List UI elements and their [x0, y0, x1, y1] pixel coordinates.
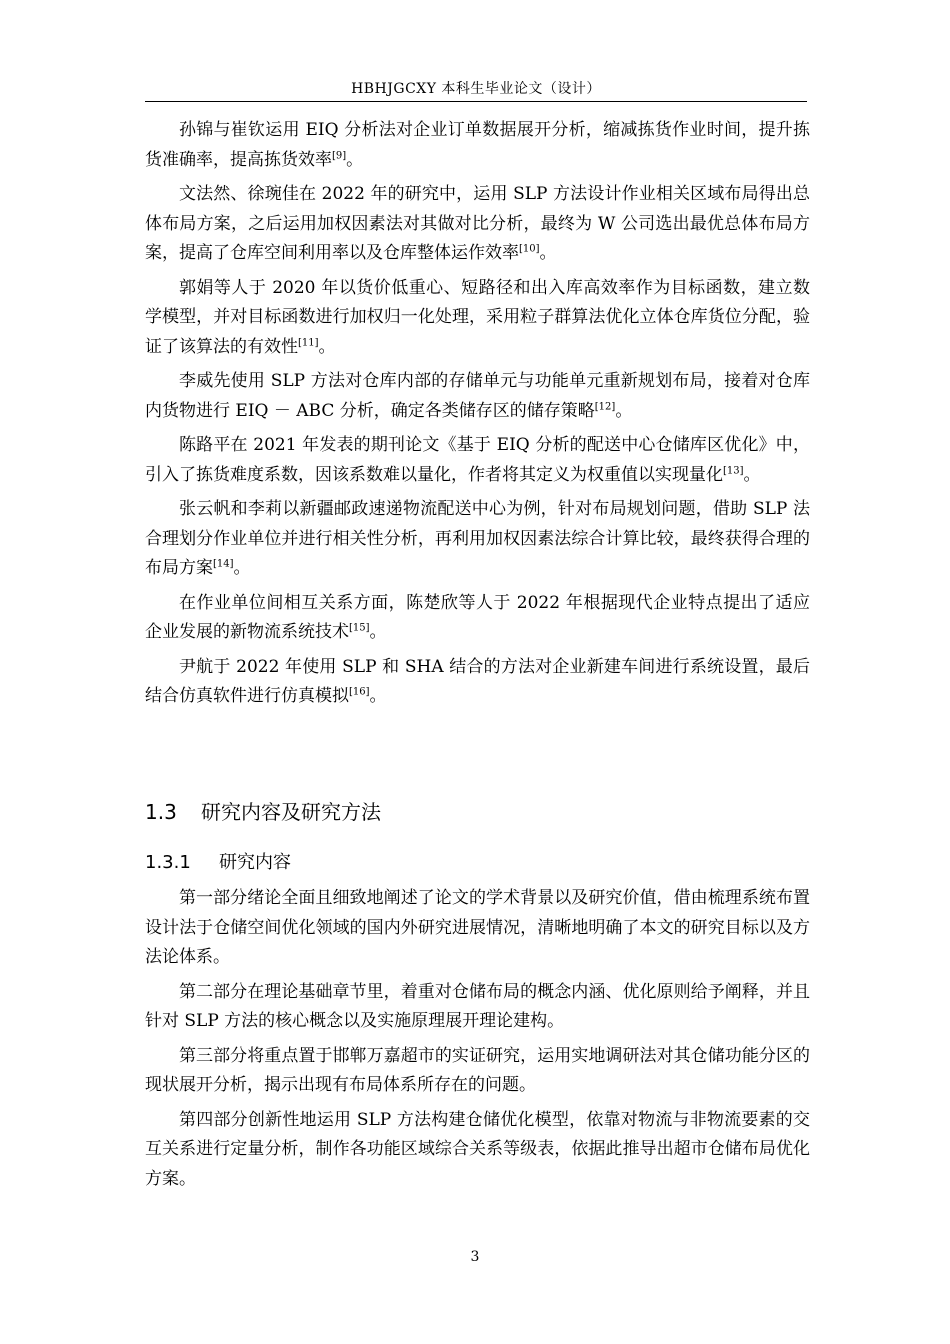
citation: [13] [723, 464, 744, 476]
paragraph: 张云帆和李莉以新疆邮政速递物流配送中心为例，针对布局规划问题，借助 SLP 法合理划分作业单位并进行相关性分析，再利用加权因素法综合计算比较，最终获得合理的布局方案[14]。 [145, 499, 810, 578]
paragraph: 李威先使用 SLP 方法对仓库内部的存储单元与功能单元重新规划布局，接着对仓库内货物进行 EIQ － ABC 分析，确定各类储存区的储存策略[12]。 [145, 371, 810, 421]
citation: [10] [519, 243, 540, 255]
section-title: 研究内容及研究方法 [201, 800, 381, 824]
subsection-number: 1.3.1 [145, 852, 191, 873]
paragraph: 第三部分将重点置于邯郸万嘉超市的实证研究，运用实地调研法对其仓储功能分区的现状展开分析，揭示出现有布局体系所存在的问题。 [145, 1045, 810, 1095]
section-number: 1.3 [145, 800, 177, 824]
paragraph: 郭娟等人于 2020 年以货价低重心、短路径和出入库高效率作为目标函数，建立数学模型，并对目标函数进行加权归一化处理，采用粒子群算法优化立体仓库货位分配，验证了该算法的有效性[11]。 [145, 277, 810, 357]
citation: [16] [349, 686, 370, 698]
citation: [14] [213, 558, 234, 570]
paragraph: 陈路平在 2021 年发表的期刊论文《基于 EIQ 分析的配送中心仓储库区优化》中，引入了拣货难度系数，因该系数难以量化，作者将其定义为权重值以实现量化[13]。 [145, 435, 810, 485]
header-rule [145, 101, 807, 102]
paragraph: 第二部分在理论基础章节里，着重对仓储布局的概念内涵、优化原则给予阐释，并且针对 SLP 方法的核心概念以及实施原理展开理论建构。 [145, 981, 810, 1031]
paragraph: 文法然、徐琬佳在 2022 年的研究中，运用 SLP 方法设计作业相关区域布局得出总体布局方案，之后运用加权因素法对其做对比分析，最终为 W 公司选出最优总体布局方案，提高了仓库空间利用率以及仓库整体运作效率[10]。 [145, 184, 810, 263]
paragraph: 第一部分绪论全面且细致地阐述了论文的学术背景以及研究价值，借由梳理系统布置设计法于仓储空间优化领域的国内外研究进展情况，清晰地明确了本文的研究目标以及方法论体系。 [145, 888, 810, 967]
subsection-heading [145, 848, 291, 874]
citation: [9] [332, 149, 347, 161]
paragraph: 在作业单位间相互关系方面，陈楚欣等人于 2022 年根据现代企业特点提出了适应企业发展的新物流系统技术[15]。 [145, 592, 810, 642]
body-text-top [145, 116, 810, 717]
citation: [11] [298, 336, 319, 348]
paragraph: 尹航于 2022 年使用 SLP 和 SHA 结合的方法对企业新建车间进行系统设置，最后结合仿真软件进行仿真模拟[16]。 [145, 656, 810, 706]
body-text-bottom [145, 884, 810, 1199]
paragraph: 第四部分创新性地运用 SLP 方法构建仓储优化模型，依靠对物流与非物流要素的交互关系进行定量分析，制作各功能区域综合关系等级表，依据此推导出超市仓储布局优化方案。 [145, 1109, 810, 1189]
section-heading [145, 796, 381, 825]
citation: [12] [594, 400, 616, 412]
page-header: HBHJGCXY 本科生毕业论文（设计） [351, 81, 601, 97]
page-number: 3 [470, 1249, 480, 1265]
citation: [15] [349, 622, 370, 634]
subsection-title: 研究内容 [219, 852, 291, 873]
paragraph: 孙锦与崔钦运用 EIQ 分析法对企业订单数据展开分析，缩减拣货作业时间，提升拣货准确率，提高拣货效率[9]。 [145, 120, 810, 170]
